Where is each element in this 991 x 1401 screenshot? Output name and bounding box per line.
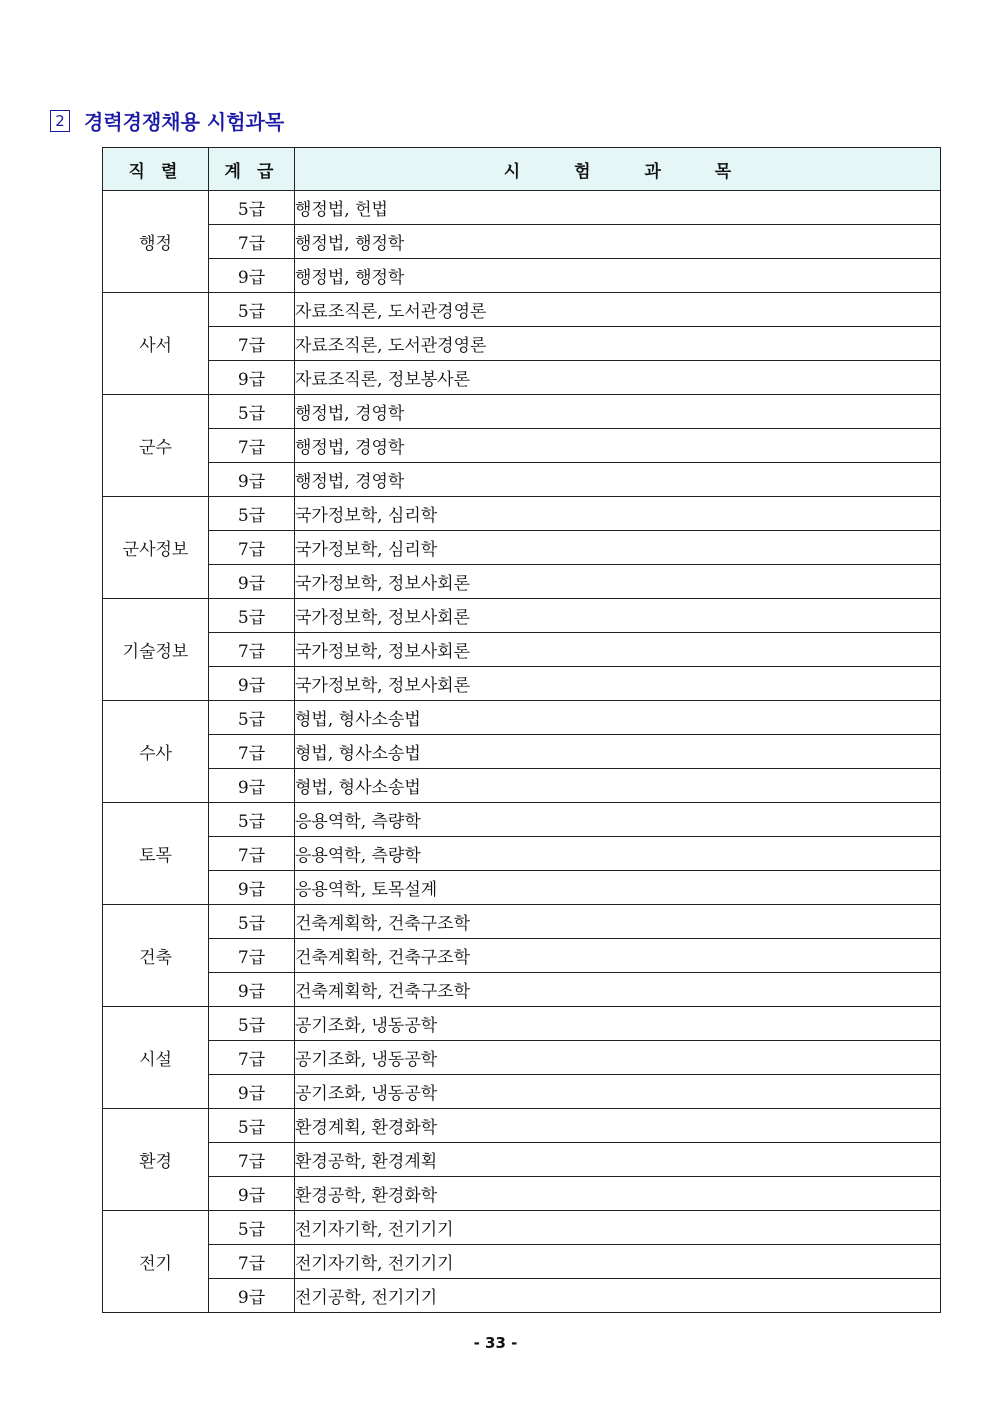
category-cell: 기술정보 [103,599,209,701]
page-number: - 33 - [473,1334,518,1352]
table-row [103,259,941,293]
subjects-cell: 행정법, 행정학 [295,259,941,293]
table-row [103,191,941,225]
subjects-cell: 행정법, 경영학 [295,463,941,497]
table-row [103,803,941,837]
grade-cell: 7급 [209,939,295,973]
grade-cell: 9급 [209,1177,295,1211]
table-row [103,327,941,361]
table-row [103,837,941,871]
subjects-cell: 국가정보학, 정보사회론 [295,667,941,701]
table-row [103,1279,941,1313]
category-cell: 토목 [103,803,209,905]
subjects-cell: 자료조직론, 정보봉사론 [295,361,941,395]
category-cell: 사서 [103,293,209,395]
category-cell: 전기 [103,1211,209,1313]
grade-cell: 7급 [209,837,295,871]
subjects-cell: 국가정보학, 정보사회론 [295,633,941,667]
grade-cell: 7급 [209,225,295,259]
grade-cell: 5급 [209,1211,295,1245]
subjects-cell: 자료조직론, 도서관경영론 [295,327,941,361]
grade-cell: 9급 [209,1279,295,1313]
category-cell: 행정 [103,191,209,293]
grade-cell: 7급 [209,1041,295,1075]
grade-cell: 5급 [209,803,295,837]
grade-cell: 9급 [209,769,295,803]
table-row [103,1143,941,1177]
section-title-text: 경력경쟁채용 시험과목 [84,110,285,134]
subjects-cell: 환경공학, 환경화학 [295,1177,941,1211]
table-row [103,735,941,769]
subjects-cell: 행정법, 경영학 [295,429,941,463]
subjects-cell: 형법, 형사소송법 [295,701,941,735]
table-row [103,463,941,497]
table-row [103,939,941,973]
grade-cell: 7급 [209,735,295,769]
table-row [103,565,941,599]
grade-cell: 9급 [209,973,295,1007]
subjects-cell: 건축계획학, 건축구조학 [295,905,941,939]
subjects-cell: 국가정보학, 심리학 [295,497,941,531]
subjects-cell: 전기자기학, 전기기기 [295,1211,941,1245]
grade-cell: 7급 [209,327,295,361]
table-row [103,1109,941,1143]
table-row [103,973,941,1007]
grade-cell: 9급 [209,463,295,497]
grade-cell: 7급 [209,1143,295,1177]
subjects-cell: 국가정보학, 정보사회론 [295,599,941,633]
table-row [103,905,941,939]
category-cell: 수사 [103,701,209,803]
subjects-cell: 전기공학, 전기기기 [295,1279,941,1313]
grade-cell: 9급 [209,259,295,293]
subjects-cell: 자료조직론, 도서관경영론 [295,293,941,327]
table-row [103,531,941,565]
section-number-box: 2 [50,110,70,132]
grade-cell: 5급 [209,395,295,429]
subjects-cell: 공기조화, 냉동공학 [295,1007,941,1041]
header-category: 직 렬 [103,148,209,191]
table-row [103,1041,941,1075]
table-row [103,497,941,531]
category-cell: 군수 [103,395,209,497]
table-row [103,1177,941,1211]
table-row [103,701,941,735]
subjects-cell: 환경계획, 환경화학 [295,1109,941,1143]
subjects-cell: 공기조화, 냉동공학 [295,1041,941,1075]
subjects-cell: 형법, 형사소송법 [295,769,941,803]
table-row [103,633,941,667]
header-subjects: 시 험 과 목 [295,148,941,191]
table-row [103,293,941,327]
grade-cell: 9급 [209,361,295,395]
table-row [103,1245,941,1279]
subjects-cell: 전기자기학, 전기기기 [295,1245,941,1279]
grade-cell: 9급 [209,565,295,599]
table-row [103,667,941,701]
table-row [103,599,941,633]
grade-cell: 9급 [209,871,295,905]
category-cell: 군사정보 [103,497,209,599]
grade-cell: 5급 [209,1007,295,1041]
subjects-cell: 응용역학, 측량학 [295,803,941,837]
table-row [103,225,941,259]
grade-cell: 7급 [209,1245,295,1279]
subjects-cell: 행정법, 경영학 [295,395,941,429]
grade-cell: 9급 [209,667,295,701]
subjects-cell: 응용역학, 토목설계 [295,871,941,905]
grade-cell: 5급 [209,293,295,327]
grade-cell: 9급 [209,1075,295,1109]
subjects-cell: 형법, 형사소송법 [295,735,941,769]
grade-cell: 7급 [209,429,295,463]
grade-cell: 7급 [209,531,295,565]
grade-cell: 5급 [209,1109,295,1143]
table-row [103,429,941,463]
subjects-cell: 환경공학, 환경계획 [295,1143,941,1177]
subjects-cell: 응용역학, 측량학 [295,837,941,871]
grade-cell: 5급 [209,599,295,633]
table-header-row [103,148,941,191]
subjects-cell: 건축계획학, 건축구조학 [295,939,941,973]
subjects-cell: 국가정보학, 정보사회론 [295,565,941,599]
category-cell: 시설 [103,1007,209,1109]
table-row [103,871,941,905]
subjects-cell: 국가정보학, 심리학 [295,531,941,565]
table-row [103,395,941,429]
table-row [103,1007,941,1041]
grade-cell: 7급 [209,633,295,667]
subjects-cell: 행정법, 행정학 [295,225,941,259]
table-body [103,191,941,1313]
subjects-cell: 건축계획학, 건축구조학 [295,973,941,1007]
category-cell: 건축 [103,905,209,1007]
table-row [103,769,941,803]
table-row [103,1075,941,1109]
grade-cell: 5급 [209,497,295,531]
table-row [103,1211,941,1245]
subjects-cell: 행정법, 헌법 [295,191,941,225]
header-grade: 계 급 [209,148,295,191]
grade-cell: 5급 [209,905,295,939]
section-heading [50,106,284,135]
subjects-cell: 공기조화, 냉동공학 [295,1075,941,1109]
grade-cell: 5급 [209,701,295,735]
exam-subjects-table [102,147,941,1313]
table-row [103,361,941,395]
grade-cell: 5급 [209,191,295,225]
category-cell: 환경 [103,1109,209,1211]
